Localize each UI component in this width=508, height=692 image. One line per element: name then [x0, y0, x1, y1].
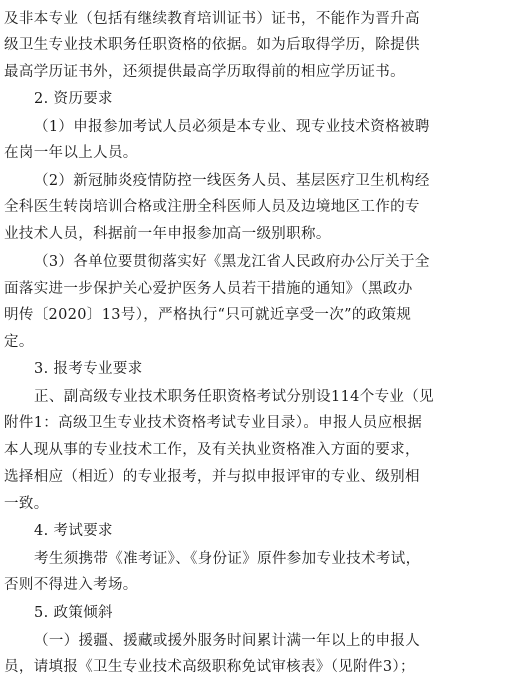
- text-line: 及非本专业（包括有继续教育培训证书）证书，不能作为晋升高: [4, 11, 420, 27]
- text-line: 级卫生专业技术职务任职资格的依据。如为后取得学历，除提供: [4, 37, 420, 53]
- text-line: 业技术人员，科据前一年申报参加高一级别职称。: [4, 226, 331, 242]
- text-line: （1）申报参加考试人员必须是本专业、现专业技术资格被聘: [34, 119, 430, 135]
- text-line: 选择相应（相近）的专业报考，并与拟申报评审的专业、级别相: [4, 469, 420, 485]
- section-heading: 4. 考试要求: [34, 523, 113, 539]
- text-line: 附件1：高级卫生专业技术资格考试专业目录）。申报人员应根据: [4, 415, 423, 431]
- text-line: 全科医生转岗培训合格或注册全科医师人员及边境地区工作的专: [4, 199, 420, 215]
- section-heading: 5. 政策倾斜: [34, 605, 113, 621]
- section-heading: 2. 资历要求: [34, 91, 113, 107]
- text-line: 面落实进一步保护关心爱护医务人员若干措施的通知》（黑政办: [4, 281, 413, 297]
- text-line: （3）各单位要贯彻落实好《黑龙江省人民政府办公厅关于全: [34, 254, 430, 270]
- text-line: 正、副高级专业技术职务任职资格考试分别设114个专业（见: [34, 389, 434, 405]
- text-line: 一致。: [4, 496, 49, 512]
- section-heading: 3. 报考专业要求: [34, 361, 143, 377]
- text-line: 否则不得进入考场。: [4, 577, 138, 593]
- text-line: 最高学历证书外，还须提供最高学历取得前的相应学历证书。: [4, 64, 405, 80]
- text-line: 考生须携带《准考证》、《身份证》原件参加专业技术考试，: [34, 551, 421, 567]
- text-line: 明传〔2020〕13号），严格执行“只可就近享受一次”的政策规: [4, 307, 412, 323]
- text-line: 定。: [4, 334, 34, 350]
- text-line: 本人现从事的专业技术工作，及有关执业资格准入方面的要求，: [4, 442, 420, 458]
- text-line: （2）新冠肺炎疫情防控一线医务人员、基层医疗卫生机构经: [34, 173, 430, 189]
- text-line: 员，请填报《卫生专业技术高级职称免试审核表》（见附件3）；: [4, 659, 415, 675]
- text-line: （一）援疆、援藏或援外服务时间累计满一年以上的申报人: [34, 633, 421, 649]
- text-line: 在岗一年以上人员。: [4, 145, 138, 161]
